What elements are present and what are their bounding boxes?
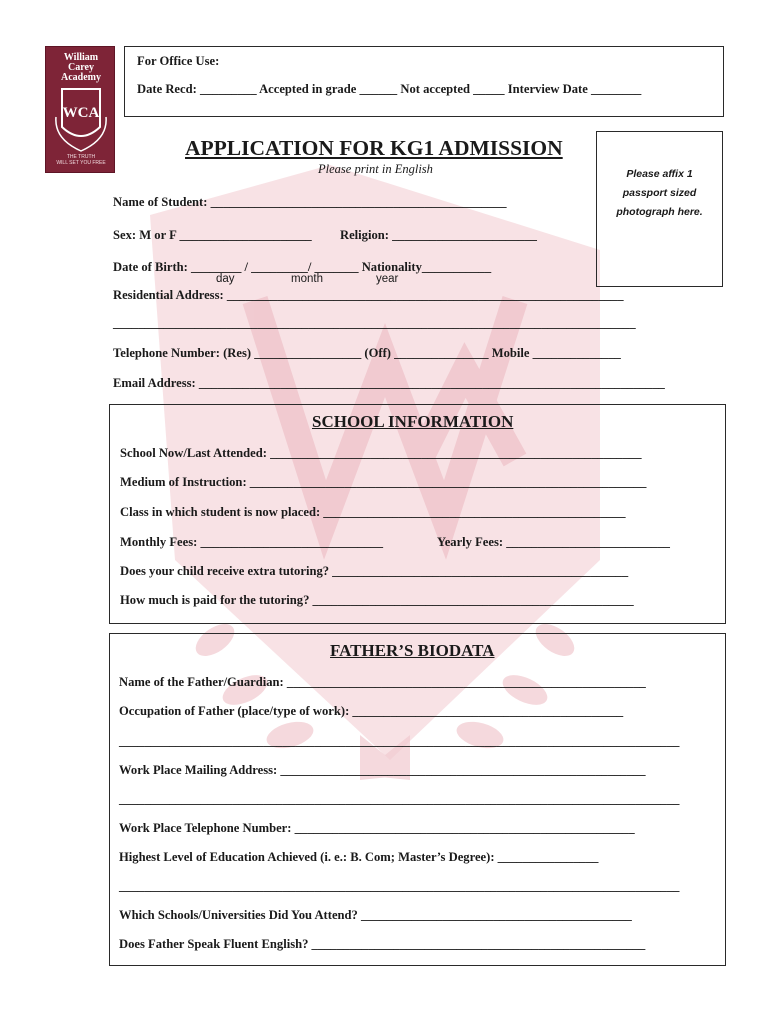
- email-field[interactable]: Email Address: __________________________________________________________________________: [113, 376, 665, 390]
- logo-tagline-line: THE TRUTH: [66, 154, 96, 160]
- dob-month-label: month: [291, 273, 323, 285]
- office-use-heading: For Office Use:: [137, 54, 220, 68]
- residential-address-continued[interactable]: ___________________________________________________________________________________: [113, 316, 636, 330]
- office-use-fields[interactable]: Date Recd: _________ Accepted in grade ______ Not accepted _____ Interview Date ________: [137, 82, 642, 96]
- photo-instruction-line: Please affix 1: [626, 168, 693, 180]
- education-level-field[interactable]: Highest Level of Education Achieved (i. e.: B. Com; Master’s Degree): ________________: [119, 850, 599, 864]
- school-attended-field[interactable]: School Now/Last Attended: ___________________________________________________________: [120, 446, 642, 460]
- father-name-field[interactable]: Name of the Father/Guardian: _________________________________________________________: [119, 675, 646, 689]
- sex-field[interactable]: Sex: M or F _____________________: [113, 228, 312, 242]
- yearly-fees-field[interactable]: Yearly Fees: __________________________: [437, 535, 670, 549]
- dob-year-label: year: [376, 273, 399, 285]
- photo-instruction-line: photograph here.: [616, 206, 703, 218]
- dob-day-label: day: [216, 273, 235, 285]
- page-title: APPLICATION FOR KG1 ADMISSION: [185, 136, 563, 160]
- class-placed-field[interactable]: Class in which student is now placed: ________________________________________________: [120, 505, 626, 519]
- work-mailing-address-continued[interactable]: _________________________________________________________________________________________: [119, 792, 680, 806]
- father-occupation-field[interactable]: Occupation of Father (place/type of work): ___________________________________________: [119, 704, 624, 718]
- academy-logo: [45, 46, 115, 173]
- medium-instruction-field[interactable]: Medium of Instruction: _______________________________________________________________: [120, 475, 647, 489]
- photo-instruction-line: passport sized: [622, 187, 697, 199]
- photo-instructions: [596, 165, 723, 222]
- extra-tutoring-field[interactable]: Does your child receive extra tutoring? _______________________________________________: [120, 564, 629, 578]
- work-mailing-address-field[interactable]: Work Place Mailing Address: __________________________________________________________: [119, 763, 646, 777]
- school-information-title: SCHOOL INFORMATION: [312, 412, 514, 431]
- telephone-field[interactable]: Telephone Number: (Res) _________________ (Off) _______________ Mobile ______________: [113, 346, 621, 360]
- logo-name-line: Carey: [68, 62, 94, 73]
- logo-tagline: [46, 154, 116, 166]
- father-occupation-continued[interactable]: _________________________________________________________________________________________: [119, 734, 680, 748]
- logo-name-line: Academy: [61, 72, 101, 83]
- religion-field[interactable]: Religion: _______________________: [340, 228, 537, 242]
- monthly-fees-field[interactable]: Monthly Fees: _____________________________: [120, 535, 384, 549]
- logo-monogram: WCA: [62, 105, 100, 121]
- tutoring-payment-field[interactable]: How much is paid for the tutoring? ___________________________________________________: [120, 593, 634, 607]
- fluent-english-field[interactable]: Does Father Speak Fluent English? _____________________________________________________: [119, 937, 646, 951]
- page-subtitle: Please print in English: [318, 162, 433, 176]
- logo-tagline-line: WILL SET YOU FREE: [56, 160, 106, 166]
- father-biodata-title: FATHER’S BIODATA: [330, 641, 495, 660]
- dob-nationality-field[interactable]: Date of Birth: ________ / _________/ _______ Nationality___________: [113, 260, 492, 274]
- schools-attended-field[interactable]: Which Schools/Universities Did You Attend? ___________________________________________: [119, 908, 632, 922]
- education-level-continued[interactable]: _________________________________________________________________________________________: [119, 879, 680, 893]
- student-name-field[interactable]: Name of Student: _______________________________________________: [113, 195, 507, 209]
- logo-name-line: William: [63, 52, 99, 63]
- work-telephone-field[interactable]: Work Place Telephone Number: ______________________________________________________: [119, 821, 635, 835]
- residential-address-field[interactable]: Residential Address: _______________________________________________________________: [113, 288, 624, 302]
